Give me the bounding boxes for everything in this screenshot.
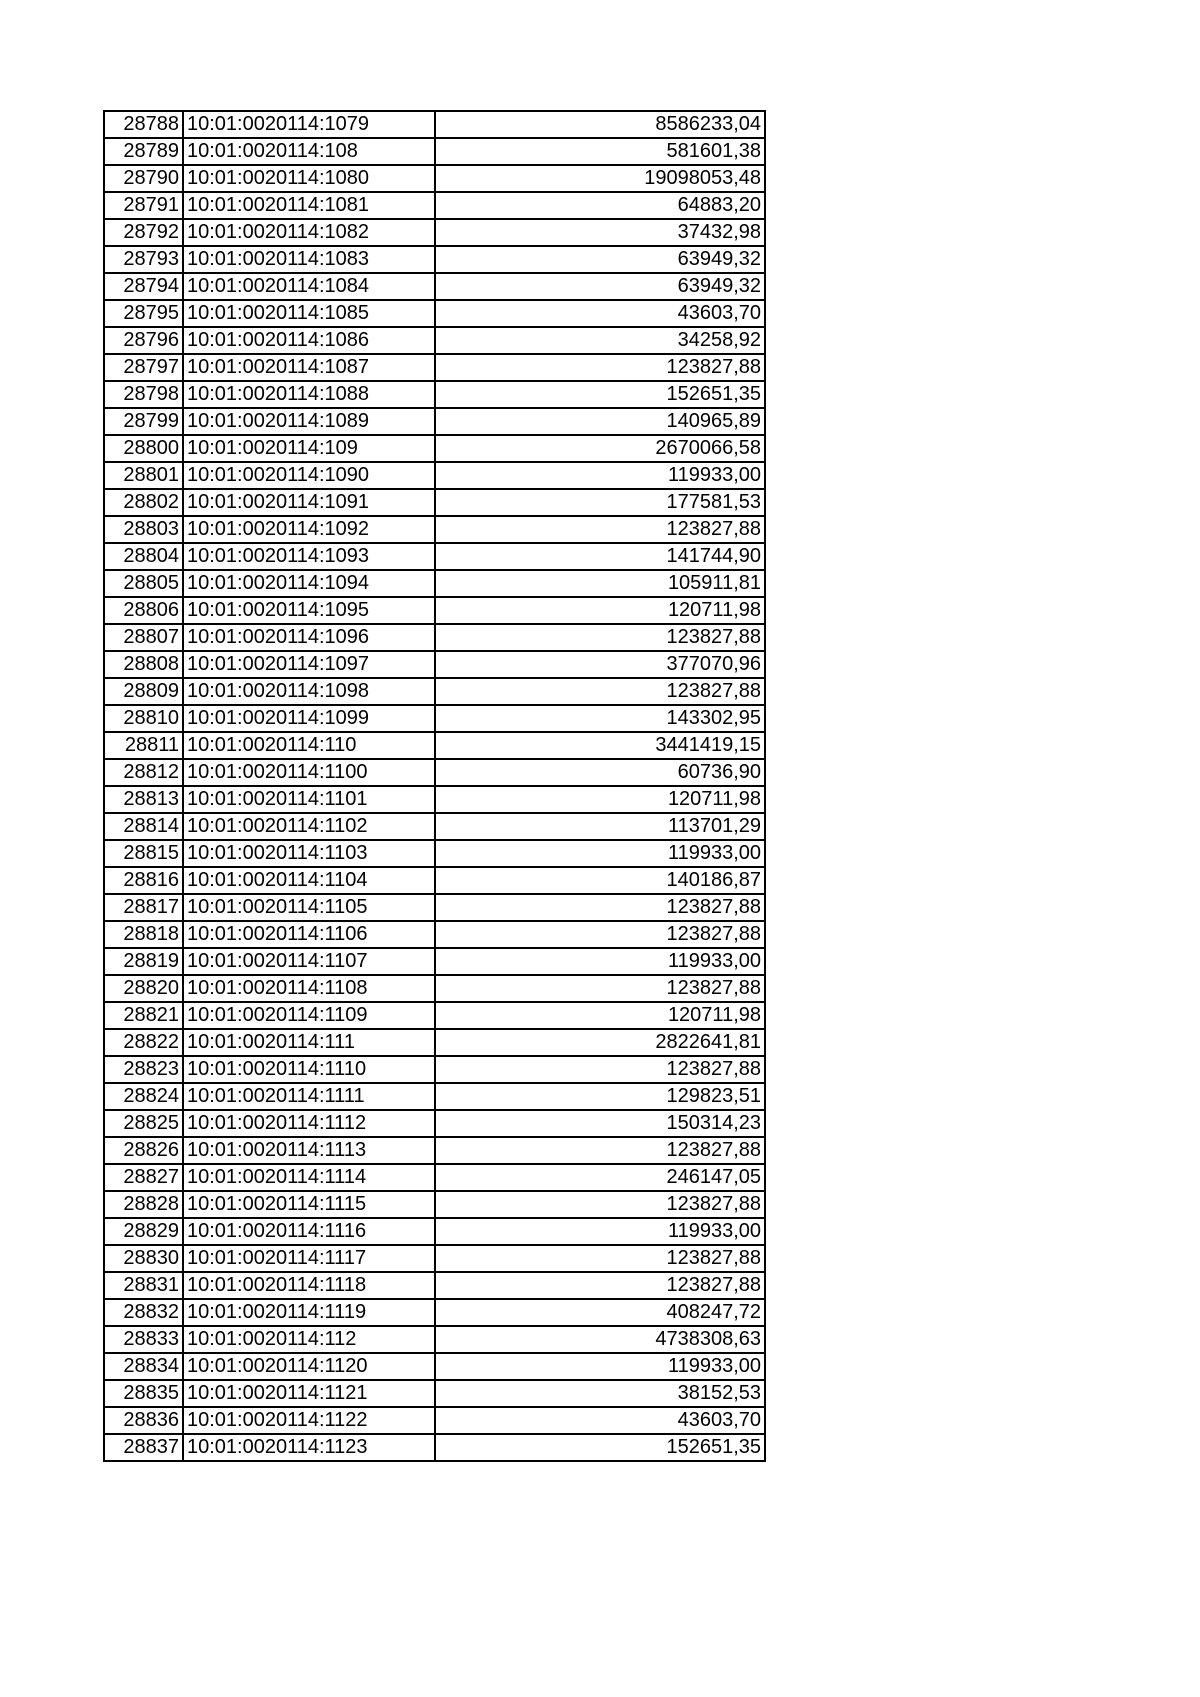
- row-number-cell: 28825: [104, 1110, 183, 1137]
- table-row: [104, 732, 765, 759]
- row-number-cell: 28836: [104, 1407, 183, 1434]
- value-cell: 120711,98: [435, 1002, 765, 1029]
- table-row: [104, 1353, 765, 1380]
- table-row: [104, 543, 765, 570]
- cadastral-number-cell: 10:01:0020114:1091: [183, 489, 435, 516]
- table-row: [104, 1434, 765, 1461]
- row-number-cell: 28831: [104, 1272, 183, 1299]
- table-row: [104, 111, 765, 138]
- cadastral-number-cell: 10:01:0020114:1104: [183, 867, 435, 894]
- cadastral-number-cell: 10:01:0020114:1092: [183, 516, 435, 543]
- table-row: [104, 1326, 765, 1353]
- cadastral-number-cell: 10:01:0020114:1090: [183, 462, 435, 489]
- cadastral-number-cell: 10:01:0020114:1110: [183, 1056, 435, 1083]
- table-row: [104, 624, 765, 651]
- row-number-cell: 28821: [104, 1002, 183, 1029]
- value-cell: 152651,35: [435, 381, 765, 408]
- table-row: [104, 975, 765, 1002]
- table-row: [104, 921, 765, 948]
- value-cell: 123827,88: [435, 624, 765, 651]
- value-cell: 123827,88: [435, 894, 765, 921]
- cadastral-number-cell: 10:01:0020114:1113: [183, 1137, 435, 1164]
- cadastral-number-cell: 10:01:0020114:1121: [183, 1380, 435, 1407]
- table-row: [104, 1002, 765, 1029]
- value-cell: 2670066,58: [435, 435, 765, 462]
- value-cell: 34258,92: [435, 327, 765, 354]
- row-number-cell: 28823: [104, 1056, 183, 1083]
- table-row: [104, 165, 765, 192]
- row-number-cell: 28800: [104, 435, 183, 462]
- row-number-cell: 28789: [104, 138, 183, 165]
- row-number-cell: 28797: [104, 354, 183, 381]
- cadastral-number-cell: 10:01:0020114:1084: [183, 273, 435, 300]
- table-row: [104, 192, 765, 219]
- row-number-cell: 28791: [104, 192, 183, 219]
- value-cell: 43603,70: [435, 1407, 765, 1434]
- table-row: [104, 435, 765, 462]
- value-cell: 60736,90: [435, 759, 765, 786]
- value-cell: 119933,00: [435, 948, 765, 975]
- value-cell: 143302,95: [435, 705, 765, 732]
- cadastral-number-cell: 10:01:0020114:1098: [183, 678, 435, 705]
- value-cell: 123827,88: [435, 1245, 765, 1272]
- cadastral-number-cell: 10:01:0020114:108: [183, 138, 435, 165]
- value-cell: 8586233,04: [435, 111, 765, 138]
- cadastral-number-cell: 10:01:0020114:1108: [183, 975, 435, 1002]
- table-row: [104, 570, 765, 597]
- cadastral-number-cell: 10:01:0020114:1115: [183, 1191, 435, 1218]
- row-number-cell: 28818: [104, 921, 183, 948]
- cadastral-number-cell: 10:01:0020114:1096: [183, 624, 435, 651]
- row-number-cell: 28807: [104, 624, 183, 651]
- value-cell: 177581,53: [435, 489, 765, 516]
- value-cell: 246147,05: [435, 1164, 765, 1191]
- cadastral-number-cell: 10:01:0020114:1097: [183, 651, 435, 678]
- value-cell: 377070,96: [435, 651, 765, 678]
- value-cell: 141744,90: [435, 543, 765, 570]
- cadastral-number-cell: 10:01:0020114:1094: [183, 570, 435, 597]
- cadastral-number-cell: 10:01:0020114:1085: [183, 300, 435, 327]
- row-number-cell: 28824: [104, 1083, 183, 1110]
- row-number-cell: 28829: [104, 1218, 183, 1245]
- value-cell: 63949,32: [435, 246, 765, 273]
- value-cell: 64883,20: [435, 192, 765, 219]
- value-cell: 140965,89: [435, 408, 765, 435]
- row-number-cell: 28793: [104, 246, 183, 273]
- row-number-cell: 28816: [104, 867, 183, 894]
- table-row: [104, 1380, 765, 1407]
- value-cell: 150314,23: [435, 1110, 765, 1137]
- cadastral-number-cell: 10:01:0020114:1100: [183, 759, 435, 786]
- value-cell: 408247,72: [435, 1299, 765, 1326]
- row-number-cell: 28802: [104, 489, 183, 516]
- value-cell: 123827,88: [435, 1137, 765, 1164]
- cadastral-number-cell: 10:01:0020114:1095: [183, 597, 435, 624]
- row-number-cell: 28794: [104, 273, 183, 300]
- cadastral-number-cell: 10:01:0020114:1107: [183, 948, 435, 975]
- cadastral-number-cell: 10:01:0020114:1112: [183, 1110, 435, 1137]
- cadastral-number-cell: 10:01:0020114:1099: [183, 705, 435, 732]
- cadastral-number-cell: 10:01:0020114:1101: [183, 786, 435, 813]
- value-cell: 43603,70: [435, 300, 765, 327]
- table-row: [104, 1110, 765, 1137]
- cadastral-number-cell: 10:01:0020114:1109: [183, 1002, 435, 1029]
- cadastral-number-cell: 10:01:0020114:1086: [183, 327, 435, 354]
- value-cell: 37432,98: [435, 219, 765, 246]
- table-row: [104, 1272, 765, 1299]
- value-cell: 123827,88: [435, 516, 765, 543]
- row-number-cell: 28812: [104, 759, 183, 786]
- table-row: [104, 219, 765, 246]
- value-cell: 123827,88: [435, 975, 765, 1002]
- cadastral-number-cell: 10:01:0020114:1082: [183, 219, 435, 246]
- cadastral-number-cell: 10:01:0020114:1080: [183, 165, 435, 192]
- row-number-cell: 28790: [104, 165, 183, 192]
- row-number-cell: 28792: [104, 219, 183, 246]
- row-number-cell: 28819: [104, 948, 183, 975]
- row-number-cell: 28798: [104, 381, 183, 408]
- row-number-cell: 28822: [104, 1029, 183, 1056]
- cadastral-number-cell: 10:01:0020114:1117: [183, 1245, 435, 1272]
- table-row: [104, 327, 765, 354]
- table-row: [104, 354, 765, 381]
- value-cell: 4738308,63: [435, 1326, 765, 1353]
- cadastral-number-cell: 10:01:0020114:1087: [183, 354, 435, 381]
- cadastral-number-cell: 10:01:0020114:1093: [183, 543, 435, 570]
- row-number-cell: 28834: [104, 1353, 183, 1380]
- cadastral-number-cell: 10:01:0020114:1103: [183, 840, 435, 867]
- row-number-cell: 28804: [104, 543, 183, 570]
- value-cell: 140186,87: [435, 867, 765, 894]
- cadastral-number-cell: 10:01:0020114:1079: [183, 111, 435, 138]
- cadastral-number-cell: 10:01:0020114:1089: [183, 408, 435, 435]
- table-row: [104, 246, 765, 273]
- cadastral-number-cell: 10:01:0020114:1105: [183, 894, 435, 921]
- table-row: [104, 813, 765, 840]
- value-cell: 120711,98: [435, 786, 765, 813]
- row-number-cell: 28811: [104, 732, 183, 759]
- table-row: [104, 1029, 765, 1056]
- value-cell: 119933,00: [435, 1353, 765, 1380]
- cadastral-number-cell: 10:01:0020114:1119: [183, 1299, 435, 1326]
- row-number-cell: 28827: [104, 1164, 183, 1191]
- cadastral-number-cell: 10:01:0020114:1088: [183, 381, 435, 408]
- cadastral-number-cell: 10:01:0020114:1116: [183, 1218, 435, 1245]
- cadastral-number-cell: 10:01:0020114:1111: [183, 1083, 435, 1110]
- table-row: [104, 1218, 765, 1245]
- value-cell: 123827,88: [435, 1056, 765, 1083]
- cadastral-number-cell: 10:01:0020114:1118: [183, 1272, 435, 1299]
- value-cell: 119933,00: [435, 462, 765, 489]
- table-row: [104, 408, 765, 435]
- row-number-cell: 28815: [104, 840, 183, 867]
- row-number-cell: 28830: [104, 1245, 183, 1272]
- table-row: [104, 786, 765, 813]
- row-number-cell: 28817: [104, 894, 183, 921]
- value-cell: 119933,00: [435, 840, 765, 867]
- row-number-cell: 28826: [104, 1137, 183, 1164]
- row-number-cell: 28813: [104, 786, 183, 813]
- value-cell: 120711,98: [435, 597, 765, 624]
- table-row: [104, 1056, 765, 1083]
- row-number-cell: 28837: [104, 1434, 183, 1461]
- table-row: [104, 300, 765, 327]
- table-row: [104, 705, 765, 732]
- table-row: [104, 678, 765, 705]
- row-number-cell: 28803: [104, 516, 183, 543]
- value-cell: 581601,38: [435, 138, 765, 165]
- row-number-cell: 28835: [104, 1380, 183, 1407]
- cadastral-number-cell: 10:01:0020114:110: [183, 732, 435, 759]
- table-row: [104, 1164, 765, 1191]
- value-cell: 123827,88: [435, 921, 765, 948]
- value-cell: 105911,81: [435, 570, 765, 597]
- table-row: [104, 273, 765, 300]
- table-row: [104, 1137, 765, 1164]
- row-number-cell: 28796: [104, 327, 183, 354]
- row-number-cell: 28808: [104, 651, 183, 678]
- row-number-cell: 28799: [104, 408, 183, 435]
- value-cell: 123827,88: [435, 678, 765, 705]
- row-number-cell: 28809: [104, 678, 183, 705]
- table-row: [104, 138, 765, 165]
- value-cell: 63949,32: [435, 273, 765, 300]
- value-cell: 19098053,48: [435, 165, 765, 192]
- table-row: [104, 867, 765, 894]
- table-row: [104, 489, 765, 516]
- table-row: [104, 948, 765, 975]
- table-row: [104, 1083, 765, 1110]
- row-number-cell: 28820: [104, 975, 183, 1002]
- value-cell: 123827,88: [435, 354, 765, 381]
- value-cell: 152651,35: [435, 1434, 765, 1461]
- row-number-cell: 28833: [104, 1326, 183, 1353]
- table-row: [104, 381, 765, 408]
- row-number-cell: 28805: [104, 570, 183, 597]
- row-number-cell: 28806: [104, 597, 183, 624]
- value-cell: 129823,51: [435, 1083, 765, 1110]
- table-row: [104, 1245, 765, 1272]
- table-row: [104, 840, 765, 867]
- table-row: [104, 759, 765, 786]
- cadastral-number-cell: 10:01:0020114:1106: [183, 921, 435, 948]
- cadastral-number-cell: 10:01:0020114:1120: [183, 1353, 435, 1380]
- row-number-cell: 28832: [104, 1299, 183, 1326]
- value-cell: 38152,53: [435, 1380, 765, 1407]
- row-number-cell: 28828: [104, 1191, 183, 1218]
- row-number-cell: 28814: [104, 813, 183, 840]
- table-row: [104, 1407, 765, 1434]
- cadastral-number-cell: 10:01:0020114:1081: [183, 192, 435, 219]
- cadastral-number-cell: 10:01:0020114:1083: [183, 246, 435, 273]
- value-cell: 3441419,15: [435, 732, 765, 759]
- table-row: [104, 651, 765, 678]
- table-row: [104, 516, 765, 543]
- row-number-cell: 28801: [104, 462, 183, 489]
- cadastral-value-table: [103, 110, 766, 1462]
- table-row: [104, 1191, 765, 1218]
- value-cell: 2822641,81: [435, 1029, 765, 1056]
- table-row: [104, 462, 765, 489]
- value-cell: 119933,00: [435, 1218, 765, 1245]
- table-row: [104, 597, 765, 624]
- cadastral-number-cell: 10:01:0020114:1122: [183, 1407, 435, 1434]
- row-number-cell: 28810: [104, 705, 183, 732]
- table-row: [104, 894, 765, 921]
- table-row: [104, 1299, 765, 1326]
- cadastral-number-cell: 10:01:0020114:1102: [183, 813, 435, 840]
- row-number-cell: 28795: [104, 300, 183, 327]
- cadastral-number-cell: 10:01:0020114:109: [183, 435, 435, 462]
- value-cell: 123827,88: [435, 1191, 765, 1218]
- cadastral-number-cell: 10:01:0020114:112: [183, 1326, 435, 1353]
- value-cell: 113701,29: [435, 813, 765, 840]
- row-number-cell: 28788: [104, 111, 183, 138]
- table-body: [104, 111, 765, 1461]
- value-cell: 123827,88: [435, 1272, 765, 1299]
- cadastral-number-cell: 10:01:0020114:1114: [183, 1164, 435, 1191]
- cadastral-number-cell: 10:01:0020114:111: [183, 1029, 435, 1056]
- cadastral-number-cell: 10:01:0020114:1123: [183, 1434, 435, 1461]
